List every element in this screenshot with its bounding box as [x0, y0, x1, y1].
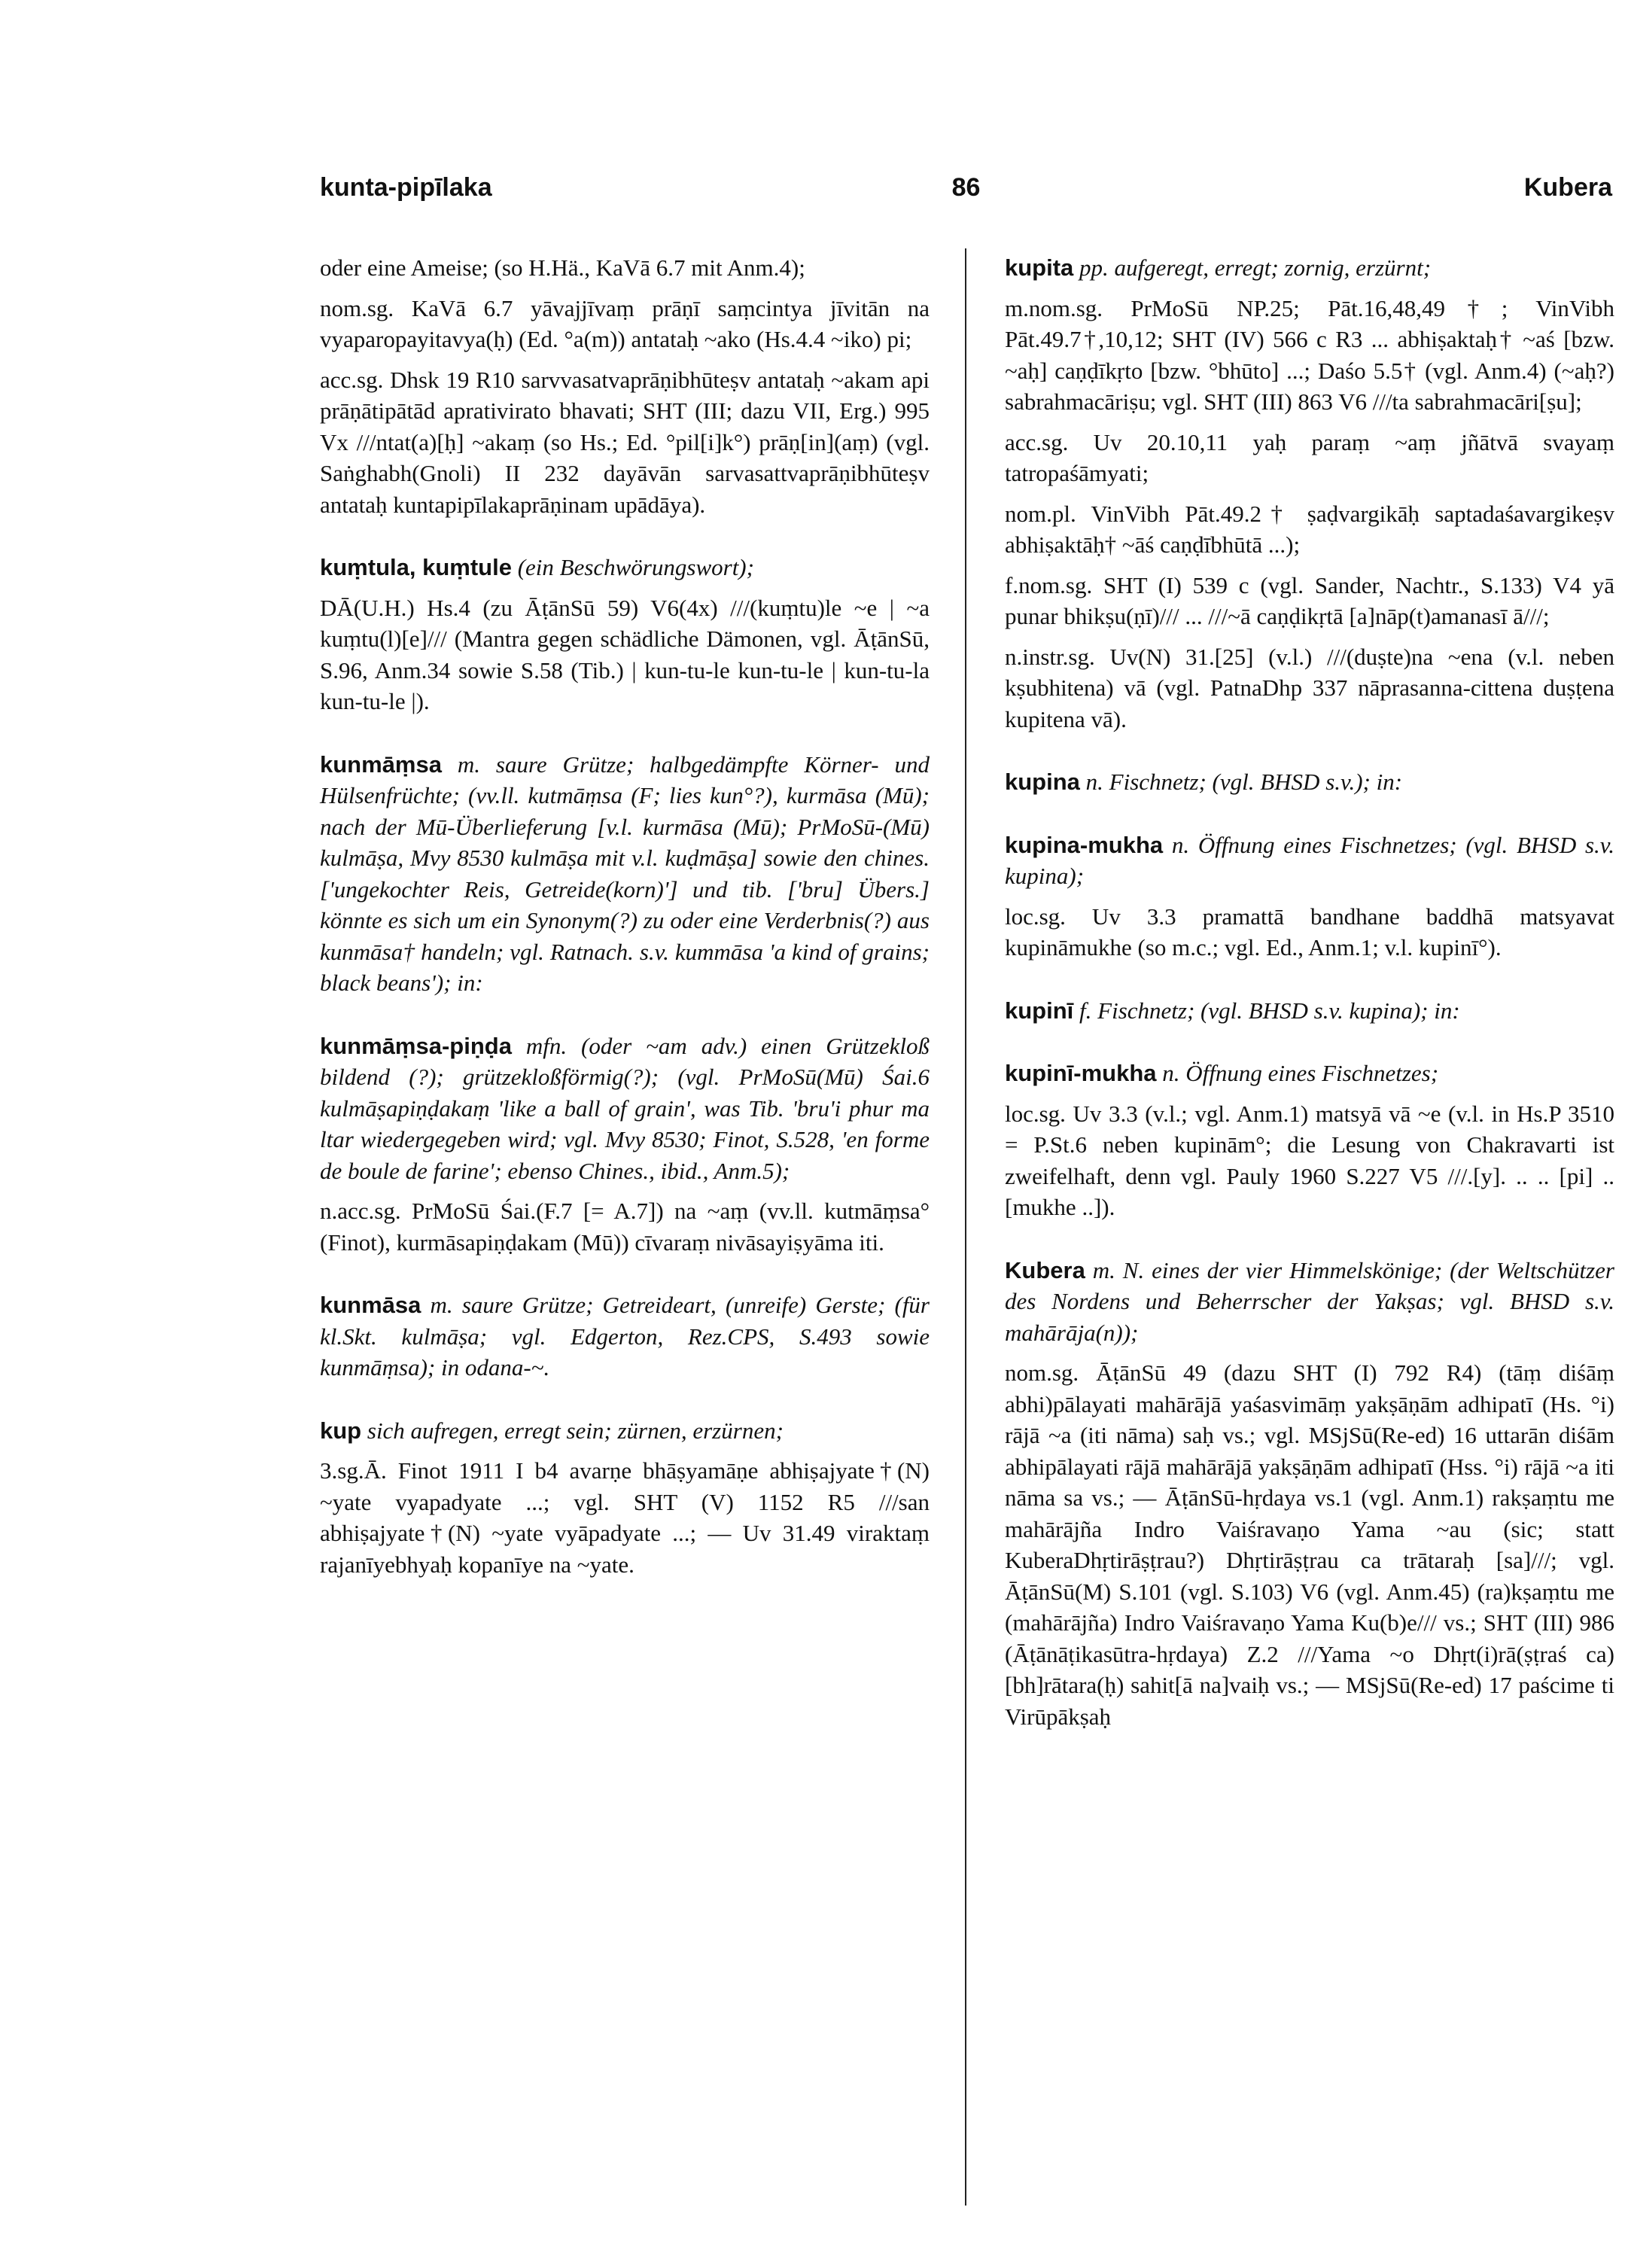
dictionary-entry [1005, 766, 1614, 798]
entry-headline [320, 1415, 930, 1447]
entry-headword: kupinī-mukha [1005, 1060, 1157, 1086]
dictionary-entry [1005, 1058, 1614, 1223]
entry-definition: n. Öffnung eines Fischnetzes; [1156, 1060, 1439, 1086]
entry-definition: pp. aufgeregt, erregt; zornig, erzürnt; [1073, 254, 1432, 281]
dictionary-entry [320, 749, 930, 999]
dictionary-entry [320, 1030, 930, 1259]
left-column [320, 252, 930, 1612]
entry-headline [320, 1289, 930, 1384]
entry-citation: n.acc.sg. PrMoSū Śai.(F.7 [= A.7]) na ~aṃ (vv.ll. kutmāṃsa° (Finot), kurmāsapiṇḍakam (Mū)) cīvaraṃ nivāsayiṣyāma iti. [320, 1198, 930, 1256]
entry-headline [1005, 995, 1614, 1027]
entry-headline [320, 552, 930, 583]
entry-headline [1005, 830, 1614, 892]
header-right-keyword: Kubera [1523, 173, 1612, 202]
entry-citation: f.nom.sg. SHT (I) 539 c (vgl. Sander, Nachtr., S.133) V4 yā punar bhikṣu(ṇī)/// ... ///~ā caṇḍikṛtā [a]nāp(t)amanasī ā///; [1005, 571, 1614, 629]
dictionary-entry [320, 1415, 930, 1581]
entry-citation: nom.sg. ĀṭānSū 49 (dazu SHT (I) 792 R4) (tāṃ diśāṃ abhi)pālayati mahārājā yaśasvimāṃ yakṣāṇām adhipatī (Hs. °i) rājā ~a (iti nāma) saḥ vs.; vgl. MSjSū(Re-ed) 16 uttarān diśām abhipālayati rājā mahārājā yakṣāṇām adhipatī (Hss. °i) rājā ~a iti nāma sa vs.; — ĀṭānSū-hṛdaya vs.1 (vgl. Anm.1) rakṣaṃtu me mahārājña Indro Vaiśravaṇo Yama ~au (sic; statt KuberaDhṛtirāṣṭrau?) Dhṛtirāṣṭrau ca trātaraḥ [sa]///; vgl. ĀṭānSū(M) S.101 (vgl. S.103) V6 (vgl. Anm.45) (ra)kṣaṃtu me (mahārājña) Indro Vaiśravaṇo Yama Ku(b)e/// vs.; SHT (III) 986 (Āṭānāṭikasūtra-hṛdaya) Z.2 ///Yama ~o Dhṛt(i)rā(ṣṭraś ca) [bh]rātara(ḥ) sahit[ā na]vaiḥ vs.; — MSjSū(Re-ed) 17 paścime ti Virūpākṣaḥ [1005, 1359, 1614, 1730]
dictionary-entry [1005, 252, 1614, 735]
header-left-keyword: kunta-pipīlaka [320, 173, 492, 202]
dictionary-entry [1005, 995, 1614, 1027]
entry-definition: mfn. (oder ~am adv.) einen Grützekloß bildend (?); grützekloßförmig(?); (vgl. PrMoSū(Mū) Śai.6 kulmāṣapiṇḍakaṃ 'like a ball of grain', was Tib. 'bru'i phur ma ltar wiedergegeben wird; vgl. Mvy 8530; Finot, S.528, 'en forme de boule de farine'; ebenso Chines., ibid., Anm.5); [320, 1032, 930, 1184]
entry-definition: n. Öffnung eines Fischnetzes; (vgl. BHSD s.v. kupina); [1005, 831, 1614, 889]
entry-headword: kunmāṃsa [320, 750, 442, 778]
entry-citation: acc.sg. Uv 20.10,11 yaḥ paraṃ ~aṃ jñātvā svayaṃ tatropaśāmyati; [1005, 428, 1614, 486]
entry-definition: sich aufregen, erregt sein; zürnen, erzürnen; [361, 1417, 784, 1444]
dictionary-entry [320, 252, 930, 520]
entry-citation: nom.sg. KaVā 6.7 yāvajjīvaṃ prāṇī saṃcintya jīvitān na vyaparopayitavya(ḥ) (Ed. °a(m)) antataḥ ~ako (Hs.4.4 ~iko) pi; [320, 294, 930, 352]
entry-headword: kupinī [1005, 997, 1074, 1024]
entry-headword: kupita [1005, 254, 1074, 281]
entry-citation: loc.sg. Uv 3.3 pramattā bandhane baddhā matsyavat kupināmukhe (so m.c.; vgl. Ed., Anm.1; v.l. kupinī°). [1005, 903, 1614, 960]
entry-definition: m. saure Grütze; halbgedämpfte Körner- und Hülsenfrüchte; (vv.ll. kutmāṃsa (F; lies kun°?), kurmāsa (Mū); nach der Mū-Überlieferung [v.l. kurmāsa (Mū); PrMoSū-(Mū) kulmāṣa, Mvy 8530 kulmāṣa mit v.l. kuḍmāṣa] sowie den chines. ['ungekochter Reis, Getreide(korn)'] und tib. ['bru] Übers.] könnte es sich um ein Synonym(?) zu oder eine Verderbnis(?) aus kunmāsa† handeln; vgl. Ratnach. s.v. kummāsa 'a kind of grains; black beans'); in: [320, 750, 930, 996]
entry-citation: DĀ(U.H.) Hs.4 (zu ĀṭānSū 59) V6(4x) ///(kuṃtu)le ~e | ~a kuṃtu(l)[e]/// (Mantra gegen schädliche Dämonen, vgl. ĀṭānSū, S.96, Anm.34 sowie S.58 (Tib.) | kun-tu-le kun-tu-le | kun-tu-la kun-tu-le |). [320, 594, 930, 714]
entry-definition: (ein Beschwörungswort); [511, 554, 754, 580]
entry-citation: 3.sg.Ā. Finot 1911 I b4 avarṇe bhāṣyamāṇe abhiṣajyate†(N) ~yate vyapadyate ...; vgl. SHT (V) 1152 R5 ///san abhiṣajyate†(N) ~yate vyāpadyate ...; — Uv 31.49 viraktaṃ rajanīyebhyaḥ kopanīye na ~yate. [320, 1457, 930, 1578]
entry-citation: oder eine Ameise; (so H.Hä., KaVā 6.7 mit Anm.4); [320, 254, 805, 281]
entry-headline [1005, 252, 1614, 284]
entry-citation: loc.sg. Uv 3.3 (v.l.; vgl. Anm.1) matsyā vā ~e (v.l. in Hs.P 3510 = P.St.6 neben kupinām°; die Lesung von Chakravarti ist zweifelhaft, denn vgl. Pauly 1960 S.227 V5 ///.[y]. .. .. [pi] .. [mukhe ..]). [1005, 1100, 1614, 1220]
entry-citation: nom.pl. VinVibh Pāt.49.2† ṣaḍvargikāḥ saptadaśavargikeṣv abhiṣaktāḥ† ~āś caṇḍībhūtā ...); [1005, 500, 1614, 558]
entry-definition: n. Fischnetz; (vgl. BHSD s.v.); in: [1079, 769, 1403, 795]
entry-headword: kunmāsa [320, 1292, 421, 1318]
column-divider [965, 248, 966, 2206]
dictionary-entry [1005, 1255, 1614, 1733]
entry-citation: m.nom.sg. PrMoSū NP.25; Pāt.16,48,49†; VinVibh Pāt.49.7†,10,12; SHT (IV) 566 c R3 ... abhiṣaktaḥ† ~aś [bzw. ~aḥ] caṇḍīkṛto [bzw. °bhūto] ...; Daśo 5.5† (vgl. Anm.4) (~aḥ?) sabrahmacāriṣu; vgl. SHT (III) 863 V6 ///ta sabrahmacāri[ṣu]; [1005, 294, 1614, 415]
entry-headword: kupina-mukha [1005, 831, 1164, 858]
entry-definition: m. saure Grütze; Getreideart, (unreife) Gerste; (für kl.Skt. kulmāṣa; vgl. Edgerton, Rez.CPS, S.493 sowie kunmāṃsa); in odana-~. [320, 1292, 930, 1381]
entry-headword: kunmāṃsa-piṇḍa [320, 1032, 512, 1059]
entry-definition: f. Fischnetz; (vgl. BHSD s.v. kupina); in: [1073, 997, 1460, 1024]
entry-headline [1005, 1058, 1614, 1089]
entry-definition: m. N. eines der vier Himmelskönige; (der Weltschützer des Nordens und Beherrscher der Yakṣas; vgl. BHSD s.v. mahārāja(n)); [1005, 1256, 1614, 1346]
entry-headword: kuṃtula, kuṃtule [320, 554, 512, 580]
entry-headline [1005, 1255, 1614, 1349]
entry-citation: acc.sg. Dhsk 19 R10 sarvvasatvaprāṇibhūteṣv antataḥ ~akam api prāṇātipātād aprativirato bhavati; SHT (III; dazu VII, Erg.) 995 Vx ///ntat(a)[ḥ] ~akaṃ (so Hs.; Ed. °pil[i]k°) prāṇ[in](aṃ) (vgl. Saṅghabh(Gnoli) II 232 dayāvān sarvasattvaprāṇibhūteṣv antataḥ kuntapipīlakaprāṇinam upādāya). [320, 366, 930, 518]
entry-headword: Kubera [1005, 1256, 1085, 1283]
entry-headword: kup [320, 1417, 362, 1444]
entry-headline [1005, 766, 1614, 798]
dictionary-entry [320, 552, 930, 717]
page-number: 86 [951, 173, 981, 202]
dictionary-entry [320, 1289, 930, 1384]
entry-headword: kupina [1005, 769, 1080, 795]
entry-headline [320, 749, 930, 999]
page-header [320, 173, 1612, 211]
right-column [1005, 252, 1614, 1764]
dictionary-entry [1005, 830, 1614, 964]
entry-citation: n.instr.sg. Uv(N) 31.[25] (v.l.) ///(duṣte)na ~ena (v.l. neben kṣubhitena) vā (vgl. PatnaDhp 337 nāprasanna-cittena duṣṭena kupitena vā). [1005, 643, 1614, 732]
entry-headline [320, 1030, 930, 1187]
